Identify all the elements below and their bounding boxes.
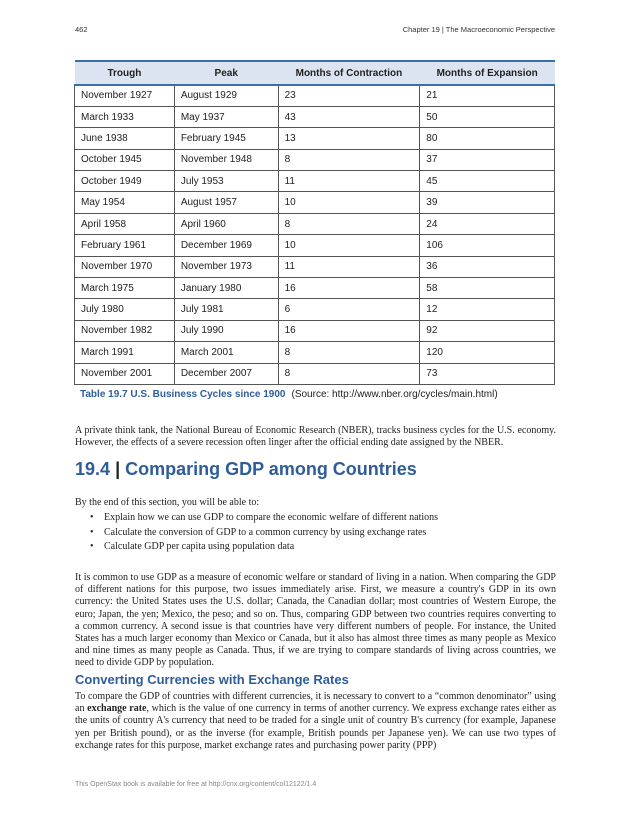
table-row (75, 85, 555, 106)
table-caption (80, 389, 498, 400)
exchange-text-before: To compare the GDP of countries with different currencies, it is necessary to convert to a “common denominator” using an (75, 691, 556, 715)
section-title-text: Comparing GDP among Countries (125, 459, 417, 479)
table-row (75, 213, 555, 234)
peak-cell: July 1953 (174, 171, 278, 192)
contraction-cell: 10 (278, 192, 420, 213)
header-peak: Peak (174, 61, 278, 85)
section-heading (75, 459, 417, 480)
expansion-cell: 45 (420, 171, 555, 192)
trough-cell: November 1982 (75, 320, 175, 341)
trough-cell: March 1975 (75, 278, 175, 299)
objectives-intro: By the end of this section, you will be able to: (75, 497, 260, 508)
trough-cell: May 1954 (75, 192, 175, 213)
expansion-cell: 36 (420, 256, 555, 277)
peak-cell: December 1969 (174, 235, 278, 256)
peak-cell: May 1937 (174, 106, 278, 127)
trough-cell: October 1945 (75, 149, 175, 170)
objective-text: Explain how we can use GDP to compare the economic welfare of different nations (104, 512, 439, 523)
table-row (75, 149, 555, 170)
peak-cell: December 2007 (174, 363, 278, 384)
contraction-cell: 16 (278, 320, 420, 341)
contraction-cell: 16 (278, 278, 420, 299)
table-row (75, 342, 555, 363)
expansion-cell: 73 (420, 363, 555, 384)
contraction-cell: 6 (278, 299, 420, 320)
peak-cell: November 1973 (174, 256, 278, 277)
trough-cell: June 1938 (75, 128, 175, 149)
page-number: 462 (75, 25, 88, 34)
expansion-cell: 120 (420, 342, 555, 363)
contraction-cell: 13 (278, 128, 420, 149)
peak-cell: July 1990 (174, 320, 278, 341)
chapter-title: Chapter 19 | The Macroeconomic Perspective (402, 25, 555, 34)
table-row (75, 363, 555, 384)
expansion-cell: 106 (420, 235, 555, 256)
peak-cell: March 2001 (174, 342, 278, 363)
expansion-cell: 24 (420, 213, 555, 234)
page-footer: This OpenStax book is available for free at http://cnx.org/content/col12122/1.4 (75, 781, 317, 788)
subsection-heading: Converting Currencies with Exchange Rates (75, 672, 349, 687)
table-row (75, 171, 555, 192)
table-row (75, 256, 555, 277)
expansion-cell: 92 (420, 320, 555, 341)
trough-cell: July 1980 (75, 299, 175, 320)
table-row (75, 128, 555, 149)
exchange-rate-term: exchange rate (87, 703, 147, 715)
table-caption-label: Table 19.7 U.S. Business Cycles since 1900 (80, 389, 286, 400)
table-row (75, 235, 555, 256)
section-number: 19.4 (75, 459, 111, 479)
expansion-cell: 39 (420, 192, 555, 213)
list-item: • Calculate the conversion of GDP to a common currency by using exchange rates (90, 526, 427, 538)
list-item: • Explain how we can use GDP to compare the economic welfare of different nations (90, 512, 439, 523)
objective-text: Calculate GDP per capita using population data (104, 541, 295, 552)
expansion-cell: 21 (420, 85, 555, 106)
objective-text: Calculate the conversion of GDP to a common currency by using exchange rates (104, 526, 427, 538)
expansion-cell: 80 (420, 128, 555, 149)
peak-cell: August 1957 (174, 192, 278, 213)
list-item: • Calculate GDP per capita using population data (90, 541, 295, 552)
exchange-rate-paragraph (75, 691, 556, 752)
contraction-cell: 11 (278, 171, 420, 192)
table-row (75, 106, 555, 127)
peak-cell: July 1981 (174, 299, 278, 320)
table-row (75, 320, 555, 341)
business-cycles-table (74, 60, 555, 385)
contraction-cell: 8 (278, 213, 420, 234)
peak-cell: April 1960 (174, 213, 278, 234)
exchange-text-after: , which is the value of one currency in terms of another currency. We express exchange rates either as the units of country A's currency that need to be traded for a single unit of country B's currency (for example, Japanese yen per British pound), or as the inverse (for example, British pounds per Japanese yen). We can use two types of exchange rates for this purpose, market exchange rates and purchasing power parity (PPP) (75, 703, 556, 751)
expansion-cell: 58 (420, 278, 555, 299)
nber-paragraph: A private think tank, the National Bureau of Economic Research (NBER), tracks business cycles for the U.S. economy. However, the effects of a severe recession often linger after the official ending date assigned by the NBER. (75, 425, 556, 449)
objectives-list (90, 511, 438, 555)
trough-cell: November 1927 (75, 85, 175, 106)
contraction-cell: 8 (278, 342, 420, 363)
peak-cell: August 1929 (174, 85, 278, 106)
peak-cell: February 1945 (174, 128, 278, 149)
contraction-cell: 10 (278, 235, 420, 256)
expansion-cell: 12 (420, 299, 555, 320)
trough-cell: February 1961 (75, 235, 175, 256)
peak-cell: November 1948 (174, 149, 278, 170)
trough-cell: March 1991 (75, 342, 175, 363)
contraction-cell: 8 (278, 363, 420, 384)
page-header (75, 25, 555, 37)
table-row (75, 192, 555, 213)
header-months-expansion: Months of Expansion (420, 61, 555, 85)
contraction-cell: 8 (278, 149, 420, 170)
section-separator: | (115, 459, 121, 479)
trough-cell: October 1949 (75, 171, 175, 192)
trough-cell: November 1970 (75, 256, 175, 277)
trough-cell: March 1933 (75, 106, 175, 127)
table-header-row (75, 61, 555, 85)
table-body (75, 85, 555, 384)
expansion-cell: 50 (420, 106, 555, 127)
contraction-cell: 11 (278, 256, 420, 277)
table-row (75, 299, 555, 320)
trough-cell: November 2001 (75, 363, 175, 384)
gdp-welfare-paragraph: It is common to use GDP as a measure of economic welfare or standard of living in a nation. When comparing the GDP of different nations for this purpose, two issues immediately arise. First, we measure a country's GDP in its own currency: the United States uses the U.S. dollar; Canada, the Canadian dollar; most countries of Western Europe, the euro; Japan, the yen; Mexico, the peso; and so on. Thus, comparing GDP between two countries requires converting to a common currency. A second issue is that countries have very different numbers of people. For instance, the United States has a much larger economy than Mexico or Canada, but it also has almost three times as many people as Mexico and nine times as many people as Canada. Thus, if we are trying to compare standards of living across countries, we need to divide GDP by population. (75, 572, 556, 669)
header-months-contraction: Months of Contraction (278, 61, 420, 85)
contraction-cell: 23 (278, 85, 420, 106)
table-row (75, 278, 555, 299)
expansion-cell: 37 (420, 149, 555, 170)
header-trough: Trough (75, 61, 175, 85)
table-caption-source: (Source: http://www.nber.org/cycles/main.html) (291, 389, 498, 400)
contraction-cell: 43 (278, 106, 420, 127)
peak-cell: January 1980 (174, 278, 278, 299)
trough-cell: April 1958 (75, 213, 175, 234)
